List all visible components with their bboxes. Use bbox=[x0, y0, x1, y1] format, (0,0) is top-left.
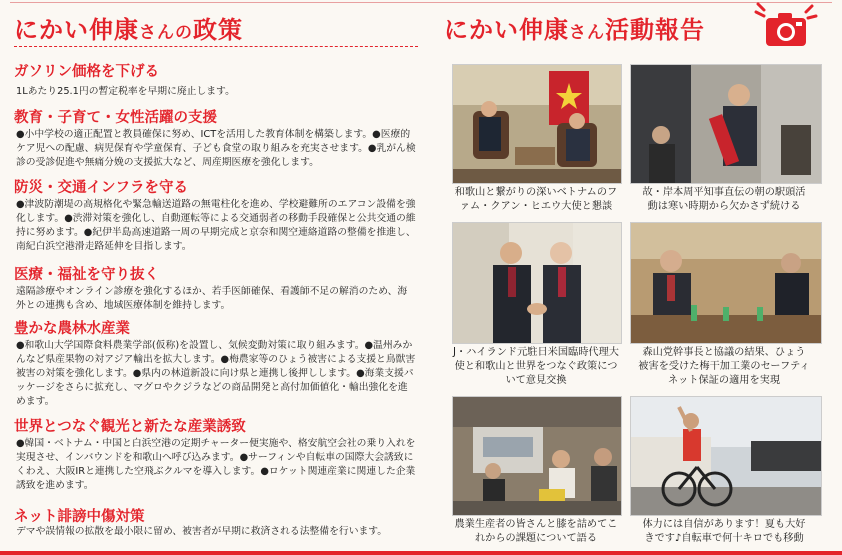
title-suffix: さんの bbox=[139, 23, 193, 43]
photo-farmers bbox=[452, 396, 622, 516]
section-body-online: デマや誤情報の拡散を最小限に留め、被害者が早期に救済される法整備を行います。 bbox=[16, 526, 388, 537]
caption-bicycle: 体力には自信があります！夏も大好きです♪自転車で何十キロでも移動 bbox=[642, 519, 806, 544]
section-heading-online: ネット誹謗中傷対策 bbox=[14, 509, 145, 525]
photo-station-activity bbox=[630, 64, 822, 184]
section-body-gasoline: 1Lあたり25.1円の暫定税率を早期に廃止します。 bbox=[16, 86, 235, 97]
section-body-medical: 遠隔診療やオンライン診療を強化するほか、若手医師確保、看護師不足の解消のため、海外との連携も含め、地域医療体制を維持します。 bbox=[16, 286, 408, 311]
title-rule bbox=[14, 46, 418, 47]
section-heading-education: 教育・子育て・女性活躍の支援 bbox=[14, 110, 217, 126]
section-heading-medical: 医療・福祉を守り抜く bbox=[14, 267, 159, 283]
title-name: にかい伸康 bbox=[444, 16, 569, 44]
section-body-agriculture: ●和歌山大学国際食料農業学部(仮称)を設置し、気候変動対策に取り組みます。●温州みかんなど県産果物の対アジア輸出を拡大します。●梅農家等のひょう被害による支援と鳥獣害被害の対策を強化します。●県内の林道新設に向け県と連携し後押しします。●海業支援パッケージをさらに拡充し、マグロやクジラなどの商品開発と高付加価値化・輸出強化を進めます。 bbox=[16, 340, 416, 407]
title-end: 政策 bbox=[193, 16, 243, 44]
caption-farmers: 農業生産者の皆さんと膝を詰めてこれからの課題について語る bbox=[454, 519, 618, 544]
section-heading-gasoline: ガソリン価格を下げる bbox=[14, 64, 159, 80]
title-suffix: さん bbox=[569, 23, 605, 43]
section-body-disaster: ●津波防潮堤の高規格化や緊急輸送道路の無電柱化を進め、学校避難所のエアコン設備を強化します。●渋滞対策を強化し、自動運転等による交通弱者の移動手段確保と公共交通の維持に努めます。●紀伊半島高速道路一周の早期完成と京奈和関空連絡道路の整備を推進し、南紀白浜空港滑走路延伸を目指します。 bbox=[16, 199, 416, 252]
policy-title bbox=[14, 10, 243, 45]
photo-vietnam-ambassador bbox=[452, 64, 622, 184]
photo-secretary-general bbox=[630, 222, 822, 344]
section-heading-disaster: 防災・交通インフラを守る bbox=[14, 180, 188, 196]
section-body-tourism: ●韓国・ベトナム・中国と白浜空港の定期チャーター便実施や、格安航空会社の乗り入れを実現させ、インバウンドを和歌山へ呼び込みます。●サーフィンや自転車の国際大会誘致にくわえ、大阪IRと連携した空飛ぶクルマを導入します。●ロケット関連産業に関連した企業誘致を進めます。 bbox=[16, 438, 416, 491]
caption-station-activity: 故・岸本周平知事直伝の朝の駅頭活動は寒い時期から欠かさず続ける bbox=[642, 187, 806, 212]
bottom-rule bbox=[0, 551, 842, 555]
caption-handshake: J・ハイランド元駐日米国臨時代理大使と和歌山と世界をつなぐ政策について意見交換 bbox=[452, 347, 619, 386]
camera-icon bbox=[750, 2, 820, 52]
title-name: にかい伸康 bbox=[14, 16, 139, 44]
section-heading-tourism: 世界とつなぐ観光と新たな産業誘致 bbox=[14, 419, 246, 435]
section-heading-agriculture: 豊かな農林水産業 bbox=[14, 321, 130, 337]
caption-secretary-general: 森山党幹事長と協議の結果、ひょう被害を受けた梅干加工業のセーフティネット保証の適用を実現 bbox=[638, 347, 810, 386]
photo-bicycle bbox=[630, 396, 822, 516]
section-body-education: ●小中学校の適正配置と教員確保に努め、ICTを活用した教育体制を構築します。●医療的ケア児への配慮、病児保育や学童保育、子ども食堂の取り組みを充実させます。●乳がん検診の受診促進や無痛分娩の支援拡大など、周産期医療を強化します。 bbox=[16, 129, 416, 168]
activity-column bbox=[432, 0, 842, 555]
photo-handshake bbox=[452, 222, 622, 344]
caption-vietnam-ambassador: 和歌山と繋がりの深いベトナムのファム・クアン・ヒエウ大使と懇談 bbox=[454, 187, 618, 212]
title-end: 活動報告 bbox=[605, 16, 705, 44]
activity-title bbox=[444, 10, 705, 45]
